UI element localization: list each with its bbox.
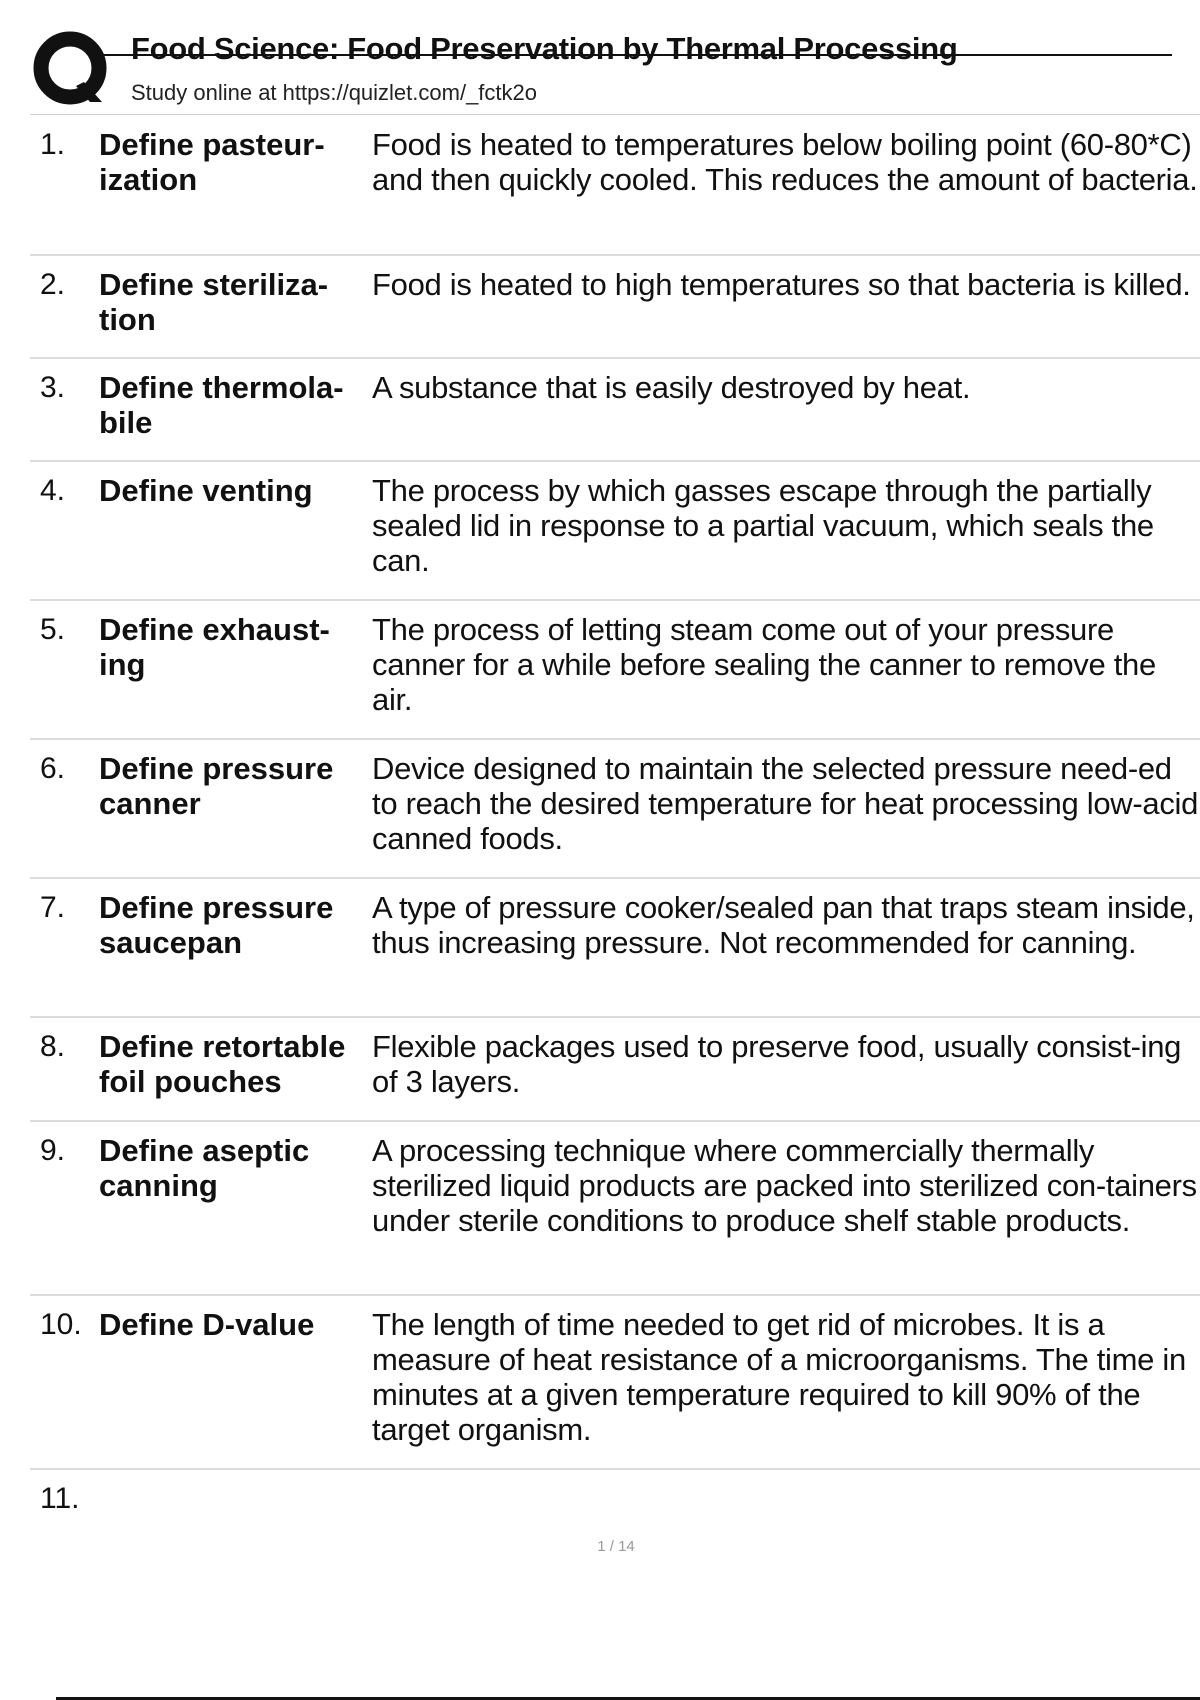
card-number: 9. [40, 1134, 66, 1167]
flashcard-row [30, 359, 1200, 462]
card-number: 8. [40, 1030, 66, 1063]
flashcard-row [30, 1470, 1200, 1545]
card-term: Define exhaust-ing [99, 612, 330, 682]
card-definition: A type of pressure cooker/sealed pan that traps steam inside, thus increasing pressure. Not recommended for canning. [372, 890, 1195, 960]
card-term: Define retortable foil pouches [99, 1029, 346, 1099]
card-term: Define aseptic canning [99, 1133, 310, 1203]
flashcard-row [30, 116, 1200, 256]
flashcard-row [30, 1122, 1200, 1296]
flashcard-row [30, 1018, 1200, 1122]
card-term: Define steriliza-tion [99, 267, 329, 337]
card-definition: A substance that is easily destroyed by heat. [372, 370, 971, 405]
document-title: Food Science: Food Preservation by Thermal Processing [131, 31, 958, 66]
card-term: Define thermola-bile [99, 370, 344, 440]
flashcard-row [30, 879, 1200, 1018]
page-number: 1 / 14 [597, 1538, 635, 1555]
study-online-link[interactable]: Study online at https://quizlet.com/_fctk2o [131, 80, 538, 105]
card-term: Define pressure saucepan [99, 890, 334, 960]
flashcard-row [30, 601, 1200, 740]
card-number: 6. [40, 752, 66, 785]
card-number: 2. [40, 268, 66, 301]
card-number: 11. [40, 1482, 80, 1515]
card-definition: Food is heated to high temperatures so that bacteria is killed. [372, 267, 1191, 302]
card-number: 1. [40, 128, 66, 161]
card-definition: Food is heated to temperatures below boiling point (60-80*C) and then quickly cooled. This reduces the amount of bacteria. [372, 127, 1198, 197]
card-definition: Flexible packages used to preserve food, usually consist-ing of 3 layers. [372, 1029, 1182, 1099]
card-term: Define venting [99, 473, 313, 508]
quizlet-logo-icon [32, 30, 112, 110]
card-number: 3. [40, 371, 66, 404]
flashcard-row [30, 1296, 1200, 1470]
flashcard-row [30, 462, 1200, 601]
card-term: Define pasteur-ization [99, 127, 325, 197]
card-definition: Device designed to maintain the selected pressure need-ed to reach the desired temperature for heat processing low-acid canned foods. [372, 751, 1199, 856]
card-definition: The process of letting steam come out of your pressure canner for a while before sealing the canner to remove the air. [372, 612, 1156, 717]
card-definition: The process by which gasses escape through the partially sealed lid in response to a partial vacuum, which seals the can. [372, 473, 1154, 578]
card-definition: A processing technique where commercially thermally sterilized liquid products are packed into sterilized con-tainers under sterile conditions to produce shelf stable products. [372, 1133, 1197, 1238]
card-number: 5. [40, 613, 66, 646]
card-term: Define pressure canner [99, 751, 334, 821]
card-number: 7. [40, 891, 66, 924]
card-definition: The length of time needed to get rid of microbes. It is a measure of heat resistance of a microorganisms. The time in minutes at a given temperature required to kill 90% of the target organism. [372, 1307, 1186, 1447]
flashcard-row [30, 256, 1200, 359]
header-divider [30, 114, 1200, 115]
page-header [30, 28, 1200, 114]
flashcard-list [30, 116, 1200, 1545]
flashcard-row [30, 740, 1200, 879]
card-number: 4. [40, 474, 66, 507]
card-number: 10. [40, 1308, 82, 1341]
card-term: Define D-value [99, 1307, 315, 1342]
